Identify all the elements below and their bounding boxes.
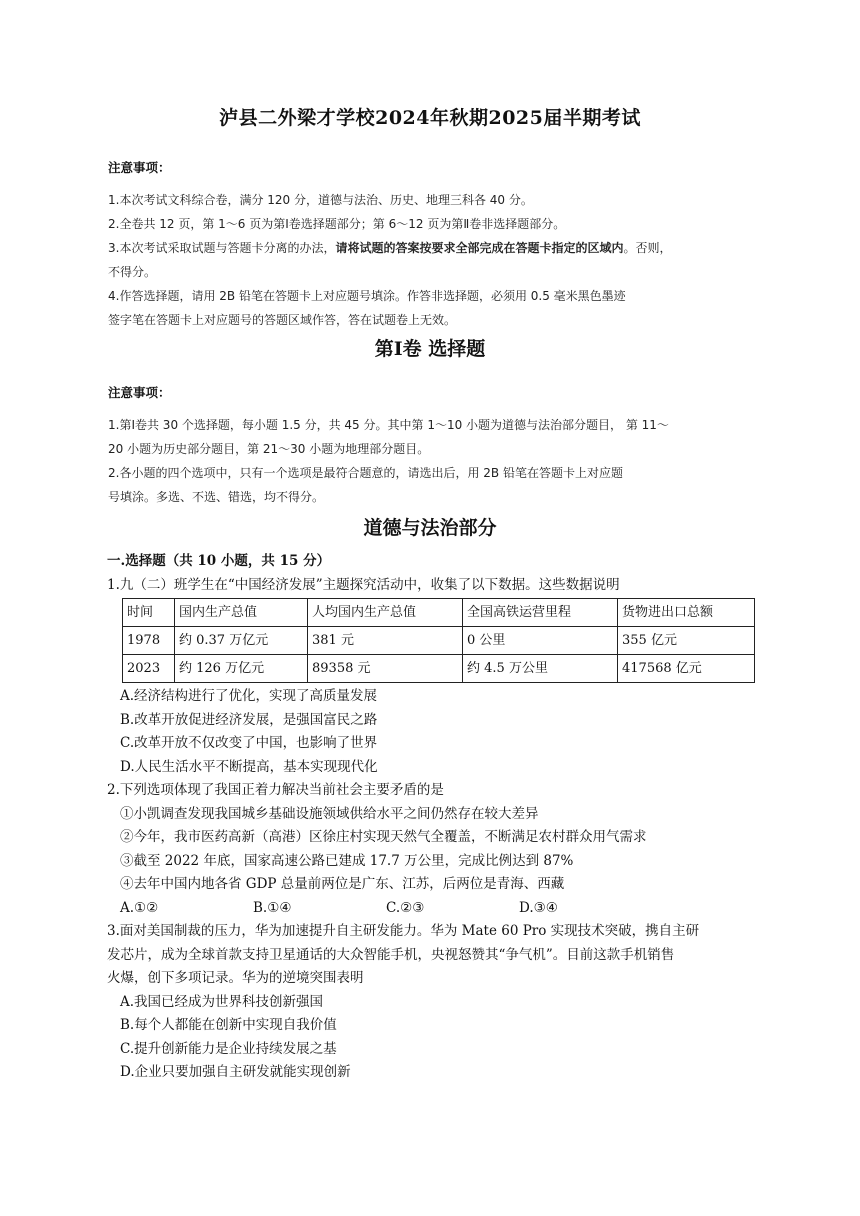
table-row [123, 655, 755, 683]
notice-item: 2.各小题的四个选项中，只有一个选项是最符合题意的，请选出后，用 2B 铅笔在答题卡上对应题 [108, 466, 623, 480]
question-3-stem: 发芯片，成为全球首款支持卫星通话的大众智能手机，央视怒赞其“争气机”。目前这款手机销售 [107, 946, 675, 963]
notice-item: 不得分。 [108, 265, 157, 279]
table-header: 时间 [123, 599, 175, 627]
table-cell: 2023 [123, 655, 175, 683]
exam-title: 泸县二外梁才学校2024年秋期2025届半期考试 [219, 107, 641, 129]
notice-item: 号填涂。多选、不选、错选，均不得分。 [108, 490, 325, 504]
option-b: B.每个人都能在创新中实现自我价值 [120, 1017, 337, 1033]
option-d: D.人民生活水平不断提高，基本实现现代化 [120, 758, 378, 775]
option-c: C.改革开放不仅改变了中国，也影响了世界 [120, 735, 378, 751]
notice-list-2 [108, 413, 756, 509]
table-cell: 约 126 万亿元 [175, 655, 308, 683]
statement: ②今年，我市医药高新（高港）区徐庄村实现天然气全覆盖，不断满足农村群众用气需求 [120, 829, 647, 845]
table-cell: 381 元 [308, 627, 463, 655]
statement: ③截至 2022 年底，国家高速公路已建成 17.7 万公里，完成比例达到 87% [120, 852, 574, 869]
statement: ①小凯调查发现我国城乡基础设施领域供给水平之间仍然存在较大差异 [120, 805, 539, 822]
notice-item: 3.本次考试采取试题与答题卡分离的办法，请将试题的答案按要求全部完成在答题卡指定的区域内。否则， [108, 241, 672, 255]
table-row [123, 627, 755, 655]
notice-item: 2.全卷共 12 页，第 1～6 页为第Ⅰ卷选择题部分；第 6～12 页为第Ⅱ卷非选择题部分。 [108, 217, 566, 231]
option-d: D.③④ [519, 899, 558, 916]
notice-item: 1.第Ⅰ卷共 30 个选择题，每小题 1.5 分，共 45 分。其中第 1～10 小题为道德与法治部分题目， 第 11～ [108, 418, 669, 432]
table-cell: 89358 元 [308, 655, 463, 683]
notice-emphasis: 请将试题的答案按要求全部完成在答题卡指定的区域内 [335, 241, 624, 255]
table-cell: 417568 亿元 [618, 655, 755, 683]
question-2-stem: 2.下列选项体现了我国正着力解决当前社会主要矛盾的是 [107, 782, 444, 798]
option-d: D.企业只要加强自主研发就能实现创新 [120, 1064, 351, 1080]
table-header-row [123, 599, 755, 627]
option-c: C.提升创新能力是企业持续发展之基 [120, 1040, 337, 1057]
table-cell: 约 4.5 万公里 [463, 655, 618, 683]
option-b: B.①④ [253, 899, 292, 916]
table-header: 国内生产总值 [175, 599, 308, 627]
question-2-options [107, 897, 757, 921]
option-c: C.②③ [386, 899, 425, 916]
notice-list [108, 188, 756, 332]
part-title: 第Ⅰ卷 选择题 [374, 338, 486, 360]
table-header: 货物进出口总额 [618, 599, 755, 627]
option-a: A.①② [120, 899, 159, 916]
section-title: 道德与法治部分 [363, 517, 497, 539]
table-cell: 1978 [123, 627, 175, 655]
option-a: A.经济结构进行了优化，实现了高质量发展 [120, 688, 378, 704]
question-3-stem: 火爆，创下多项记录。华为的逆境突围表明 [107, 970, 364, 986]
notice-item: 签字笔在答题卡上对应题号的答题区域作答，答在试题卷上无效。 [108, 313, 457, 327]
option-b: B.改革开放促进经济发展，是强国富民之路 [120, 711, 378, 728]
table-cell: 约 0.37 万亿元 [175, 627, 308, 655]
notice-item: 1.本次考试文科综合卷，满分 120 分，道德与法治、历史、地理三科各 40 分。 [108, 193, 533, 207]
statement: ④去年中国内地各省 GDP 总量前两位是广东、江苏，后两位是青海、西藏 [120, 876, 565, 892]
notice-heading: 注意事项： [108, 160, 171, 175]
table-cell: 355 亿元 [618, 627, 755, 655]
questions [107, 550, 757, 1085]
data-table [122, 598, 755, 683]
notice-item: 20 小题为历史部分题目，第 21～30 小题为地理部分题目。 [108, 442, 430, 456]
question-3-stem: 3.面对美国制裁的压力，华为加速提升自主研发能力。华为 Mate 60 Pro 实现技术突破，携自主研 [107, 923, 700, 939]
table-header: 全国高铁运营里程 [463, 599, 618, 627]
section-subtitle: 一.选择题（共 10 小题，共 15 分） [107, 553, 331, 569]
notice-item: 4.作答选择题，请用 2B 铅笔在答题卡上对应题号填涂。作答非选择题，必须用 0.5 毫米黑色墨迹 [108, 289, 626, 303]
question-1-stem: 1.九（二）班学生在“中国经济发展”主题探究活动中，收集了以下数据。这些数据说明 [107, 576, 620, 593]
notice-heading-2: 注意事项： [108, 385, 171, 400]
table-cell: 0 公里 [463, 627, 618, 655]
option-a: A.我国已经成为世界科技创新强国 [120, 993, 324, 1010]
table-header: 人均国内生产总值 [308, 599, 463, 627]
